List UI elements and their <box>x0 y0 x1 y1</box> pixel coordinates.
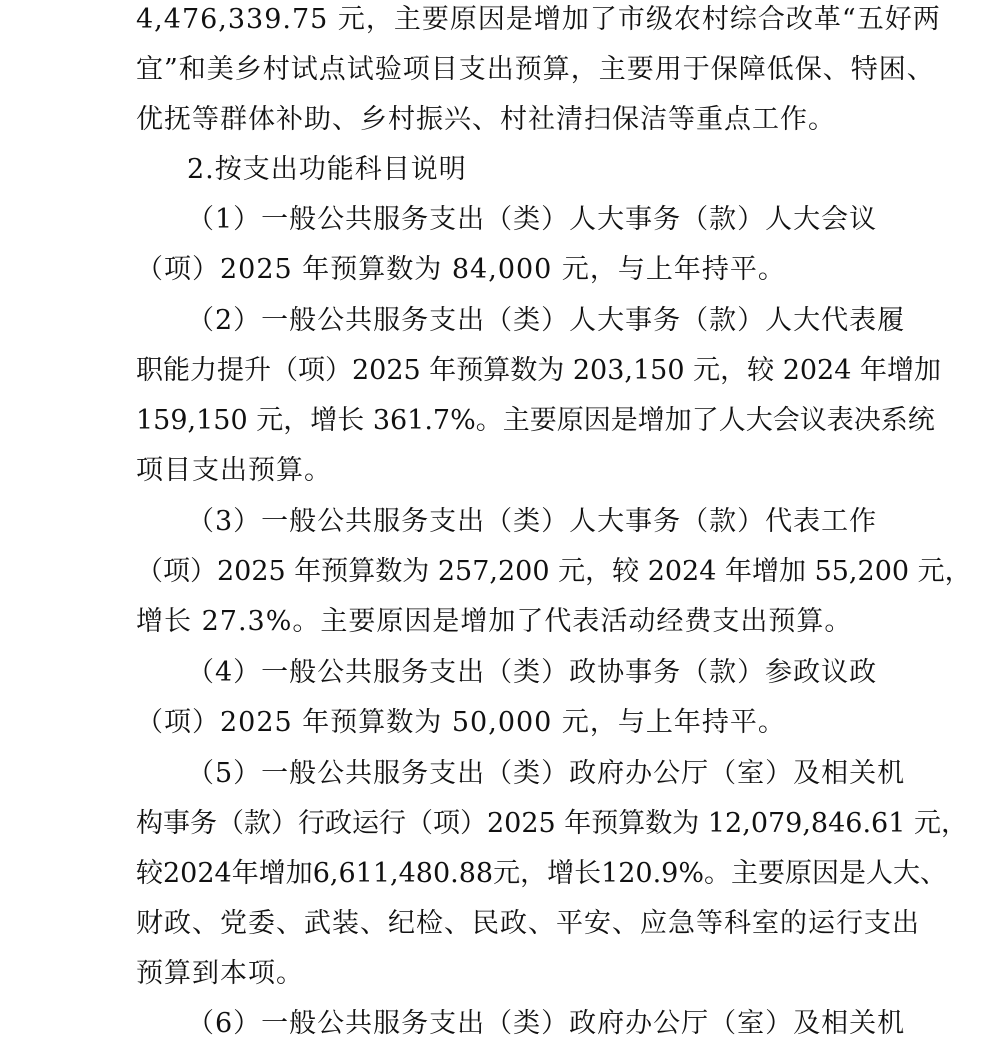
item-heading-line: （4）一般公共服务支出（类）政协事务（款）参政议政 <box>187 657 878 688</box>
body-text-line: 财政、党委、武装、纪检、民政、平安、应急等科室的运行支出 <box>136 908 920 939</box>
body-text-line: （项）2025 年预算数为 84,000 元，与上年持平。 <box>136 254 786 285</box>
body-text-line: 职能力提升（项）2025 年预算数为 203,150 元，较 2024 年增加 <box>136 355 941 386</box>
body-text-line: （项）2025 年预算数为 50,000 元，与上年持平。 <box>136 707 786 738</box>
body-text-line: 项目支出预算。 <box>136 455 332 486</box>
body-text-line: 宜”和美乡村试点试验项目支出预算，主要用于保障低保、特困、 <box>136 54 935 85</box>
item-heading-line: （2）一般公共服务支出（类）人大事务（款）人大代表履 <box>187 305 906 336</box>
item-heading-line: （6）一般公共服务支出（类）政府办公厅（室）及相关机 <box>187 1008 906 1039</box>
section-heading: 2.按支出功能科目说明 <box>187 154 467 185</box>
body-text-line: 159,150 元，增长 361.7%。主要原因是增加了人大会议表决系统 <box>136 405 935 436</box>
body-text-line: 增长 27.3%。主要原因是增加了代表活动经费支出预算。 <box>136 606 853 637</box>
body-text-line: 较2024年增加6,611,480.88元，增长120.9%。主要原因是人大、 <box>136 858 948 889</box>
body-text-line: （项）2025 年预算数为 257,200 元，较 2024 年增加 55,200 元， <box>136 556 972 587</box>
item-heading-line: （3）一般公共服务支出（类）人大事务（款）代表工作 <box>187 506 878 537</box>
item-heading-line: （5）一般公共服务支出（类）政府办公厅（室）及相关机 <box>187 758 906 789</box>
item-heading-line: （1）一般公共服务支出（类）人大事务（款）人大会议 <box>187 204 878 235</box>
body-text-line: 构事务（款）行政运行（项）2025 年预算数为 12,079,846.61 元， <box>136 808 968 839</box>
body-text-line: 4,476,339.75 元，主要原因是增加了市级农村综合改革“五好两 <box>136 4 941 35</box>
body-text-line: 预算到本项。 <box>136 958 304 989</box>
body-text-line: 优抚等群体补助、乡村振兴、村社清扫保洁等重点工作。 <box>136 104 836 135</box>
